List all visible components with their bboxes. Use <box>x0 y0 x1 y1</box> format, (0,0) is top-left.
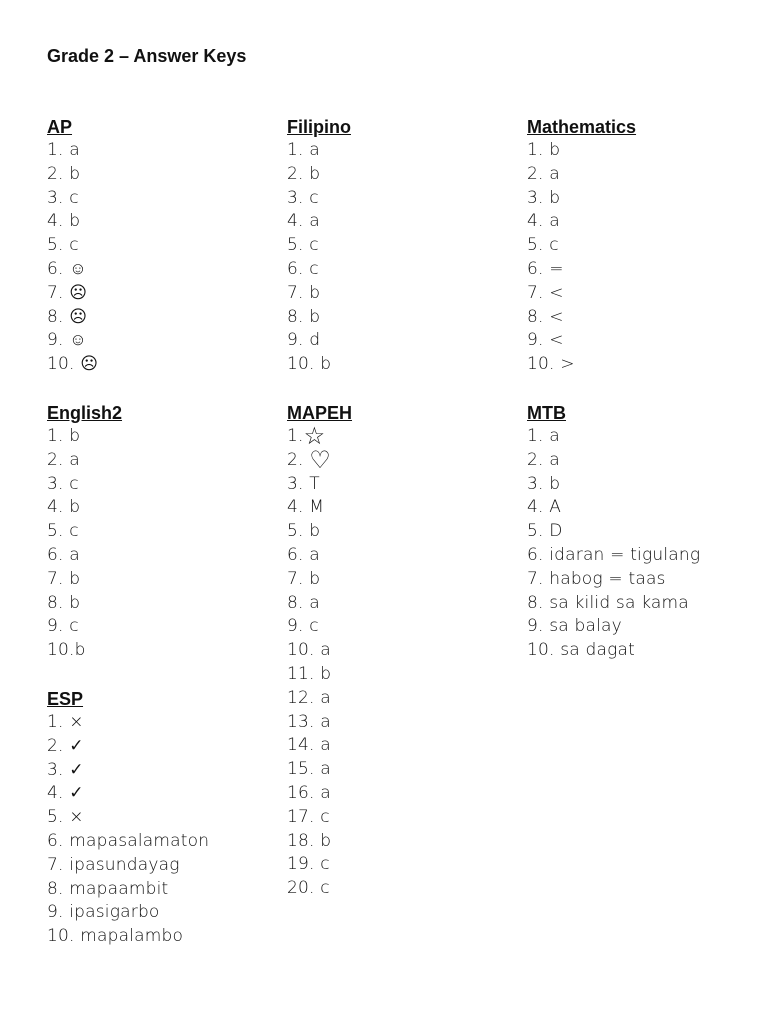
answer-item: 6. mapasalamaton <box>47 830 210 851</box>
answer-item: 5. c <box>47 521 79 542</box>
answer-item: 10. ☹ <box>47 354 99 375</box>
answer-item: 1. b <box>527 140 561 160</box>
answer-item: 7. ipasundayag <box>47 854 180 875</box>
section-heading-mathematics: Mathematics <box>527 117 637 137</box>
answer-item: 10. > <box>527 354 575 375</box>
answer-item: 8. b <box>287 306 321 327</box>
answer-item: 11. b <box>287 663 332 684</box>
answer-item: 10. mapalambo <box>47 926 184 947</box>
answer-item: 14. a <box>287 735 331 756</box>
answer-item: 6. a <box>287 544 320 565</box>
answer-item: 9. c <box>47 616 79 637</box>
answer-item: 5. × <box>47 807 84 828</box>
answer-item: 7. habog = taas <box>527 568 666 589</box>
answer-item: 9. < <box>527 330 564 351</box>
section-mathematics <box>527 115 636 377</box>
answer-item: 3. c <box>287 187 319 208</box>
answer-item: 18. b <box>287 830 332 851</box>
section-english2 <box>47 401 122 663</box>
answer-item: 8. b <box>47 592 81 613</box>
heart-icon: ♡ <box>309 445 331 474</box>
answer-list-filipino <box>287 139 351 377</box>
answer-item: 12. a <box>287 687 331 708</box>
answer-item: 10. sa dagat <box>527 640 636 661</box>
answer-item <box>287 445 352 474</box>
page-title: Grade 2 – Answer Keys <box>47 46 247 66</box>
section-heading-mtb: MTB <box>527 403 566 423</box>
answer-item: 2. b <box>287 163 321 184</box>
answer-item: 1. a <box>287 140 320 160</box>
answer-item: 15. a <box>287 759 331 780</box>
answer-item: 4. a <box>527 211 560 232</box>
answer-item: 10. b <box>287 354 332 375</box>
answer-item: 6. ☺ <box>47 258 87 279</box>
answer-item: 5. c <box>287 235 319 256</box>
section-mapeh <box>287 401 352 901</box>
answer-item: 6. c <box>287 258 319 279</box>
answer-item: 4. b <box>47 497 81 518</box>
answer-item: 2. ✓ <box>47 735 84 756</box>
answer-item: 5. c <box>527 235 559 256</box>
answer-item: 7. b <box>47 568 81 589</box>
section-ap <box>47 115 98 377</box>
section-filipino <box>287 115 351 377</box>
answer-item: 7. b <box>287 568 321 589</box>
answer-item: 5. b <box>287 521 321 542</box>
answer-item: 5. c <box>47 235 79 256</box>
answer-item: 1. a <box>47 140 80 160</box>
answer-item: 9. sa balay <box>527 616 622 637</box>
answer-item: 9. ipasigarbo <box>47 902 160 923</box>
answer-item: 2. a <box>47 449 80 470</box>
answer-item: 2. b <box>47 163 81 184</box>
answer-item: 2. a <box>527 449 560 470</box>
answer-number: 2. <box>287 449 304 470</box>
answer-item: 3. T <box>287 473 320 494</box>
answer-list-english2 <box>47 425 122 663</box>
answer-list-mathematics <box>527 139 636 377</box>
answer-item: 8. a <box>287 592 320 613</box>
answer-item: 6. idaran = tigulang <box>527 544 701 565</box>
answer-item: 2. a <box>527 163 560 184</box>
answer-item: 4. A <box>527 497 562 518</box>
answer-item: 13. a <box>287 711 331 732</box>
section-esp <box>47 687 209 949</box>
answer-list-esp <box>47 711 209 949</box>
section-heading-english2: English2 <box>47 403 123 423</box>
answer-item: 9. c <box>287 616 319 637</box>
section-heading-mapeh: MAPEH <box>287 403 353 423</box>
answer-item: 4. M <box>287 497 325 518</box>
answer-item: 19. c <box>287 854 330 875</box>
answer-item: 5. D <box>527 521 563 542</box>
answer-item: 8. sa kilid sa kama <box>527 592 689 613</box>
answer-item: 4. a <box>287 211 320 232</box>
answer-item: 3. c <box>47 187 79 208</box>
answer-item: 6. a <box>47 544 80 565</box>
answer-item: 6. = <box>527 258 564 279</box>
answer-item: 7. b <box>287 282 321 303</box>
answer-item: 4. ✓ <box>47 783 84 804</box>
answer-item: 3. c <box>47 473 79 494</box>
answer-item: 16. a <box>287 782 331 803</box>
answer-list-ap <box>47 139 98 377</box>
answer-item: 10.b <box>47 640 86 661</box>
section-heading-filipino: Filipino <box>287 117 351 137</box>
answer-item: 1. a <box>527 426 560 446</box>
answer-list-mapeh <box>287 422 352 901</box>
section-heading-ap: AP <box>47 117 73 137</box>
answer-item: 8. < <box>527 306 564 327</box>
section-mtb <box>527 401 700 663</box>
answer-item: 3. b <box>527 473 561 494</box>
answer-item: 9. ☺ <box>47 330 87 351</box>
answer-item: 8. mapaambit <box>47 878 169 899</box>
section-heading-esp: ESP <box>47 689 84 709</box>
answer-item: 3. b <box>527 187 561 208</box>
answer-item: 4. b <box>47 211 81 232</box>
answer-item: 1. b <box>47 426 81 446</box>
answer-item: 3. ✓ <box>47 759 84 780</box>
answer-number: 1. <box>287 426 304 446</box>
answer-item: 17. c <box>287 806 330 827</box>
answer-item: 9. d <box>287 330 321 351</box>
answer-item: 7. ☹ <box>47 282 88 303</box>
answer-item: 1. × <box>47 712 84 732</box>
answer-item: 8. ☹ <box>47 306 88 327</box>
answer-item: 7. < <box>527 282 564 303</box>
star-icon: ☆ <box>303 422 326 450</box>
answer-list-mtb <box>527 425 700 663</box>
answer-item: 20. c <box>287 878 330 899</box>
answer-item: 10. a <box>287 640 331 661</box>
